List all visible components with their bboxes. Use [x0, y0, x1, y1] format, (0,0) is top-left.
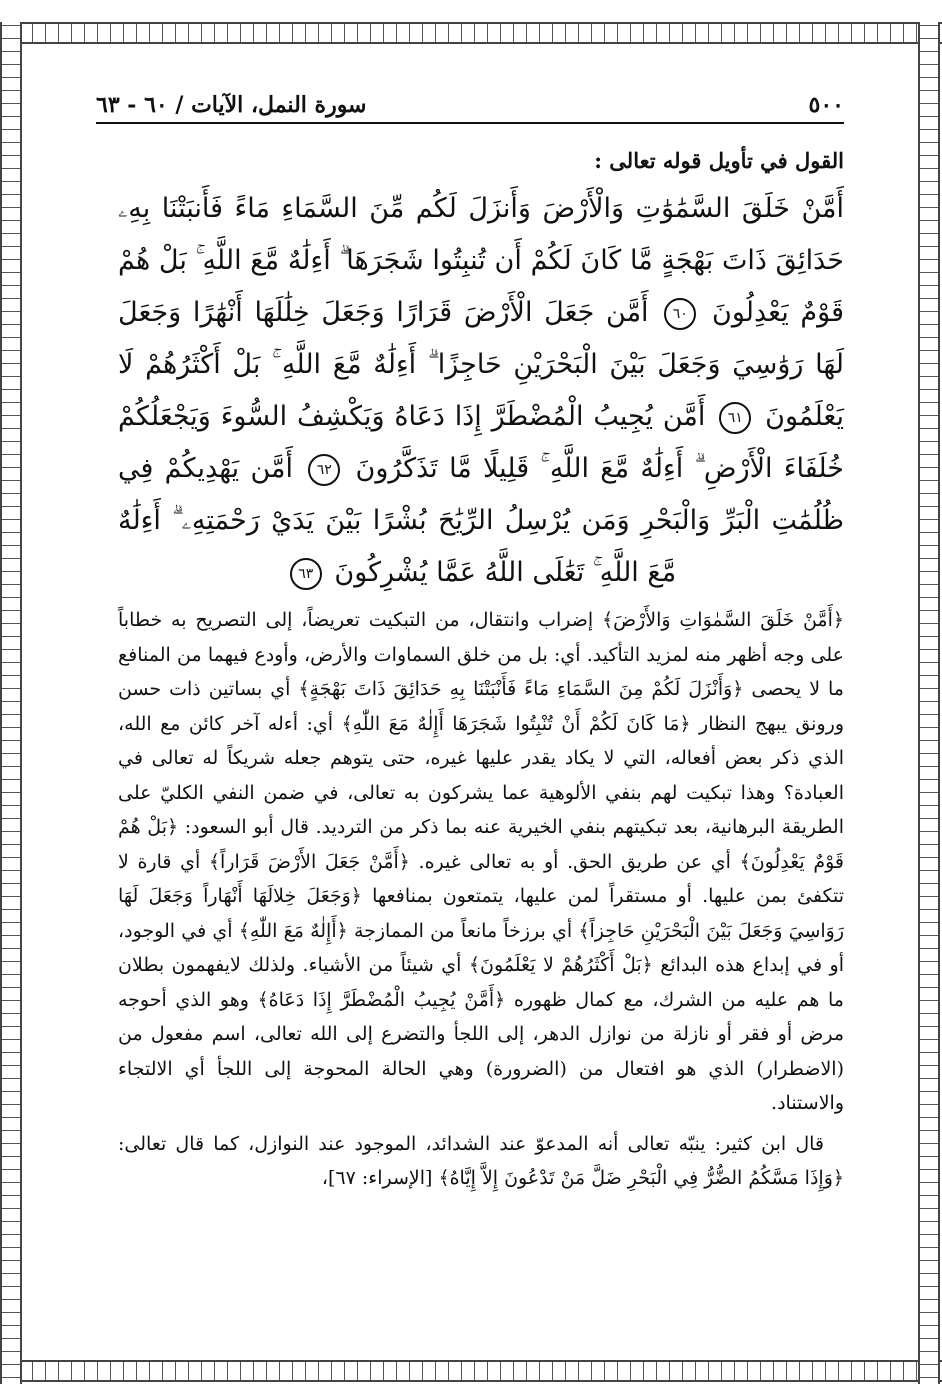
ornamental-border-left	[0, 22, 22, 1384]
ornamental-border-bottom	[0, 1360, 942, 1382]
ayah-63-text: أَمَّن يَهْدِيكُمْ فِي ظُلُمَٰتِ الْبَرِّ وَالْبَحْرِ وَمَن يُرْسِلُ الرِّيَٰحَ بُشْرًا بَيْنَ يَدَيْ رَحْمَتِهِۦ ۗ أَءِلَٰهٌ مَّعَ اللَّهِ ۚ تَعَٰلَى اللَّهُ عَمَّا يُشْرِكُونَ	[118, 453, 844, 588]
ornamental-border-right	[918, 22, 940, 1384]
ayah-61-number: ٦١	[719, 402, 751, 434]
ornamental-border-top	[0, 22, 942, 44]
section-title: القول في تأويل قوله تعالى :	[594, 148, 844, 173]
page-header	[96, 88, 844, 124]
ayah-60-number: ٦٠	[664, 298, 696, 330]
quran-verses	[118, 183, 844, 599]
commentary-paragraph-1: ﴿أَمَّنْ خَلَقَ السَّمٰوَاتِ وَالأَرْضَ﴾ إضراب وانتقال، من التبكيت تعريضاً، إلى التصريح به خطاباً على وجه أظهر منه لمزيد التأكيد. أي: بل من خلق السماوات والأرض، وأودع فيهما من المنافع ما لا يحصى ﴿وَأَنْزَلَ لَكُمْ مِنَ السَّمَاءِ مَاءً فَأَنْبَتْنَا بِهِ حَدَائِقَ ذَاتَ بَهْجَةٍ﴾ أي بساتين ذات حسن ورونق يبهج النظار ﴿مَا كَانَ لَكُمْ أَنْ تُنْبِتُوا شَجَرَهَا أَإِلٰهٌ مَعَ اللّٰهِ﴾ أي: أءله آخر كائن مع الله، الذي ذكر بعض أفعاله، التي لا يكاد يقدر عليها غيره، حتى يتوهم جعله شريكاً له تعالى في العبادة؟ وهذا تبكيت لهم بنفي الألوهية عما يشركون به تعالى، في ضمن النفي الكليّ على الطريقة البرهانية، بعد تبكيتهم بنفي الخيرية عنه بما ذكر من الترديد. قال أبو السعود: ﴿بَلْ هُمْ قَوْمٌ يَعْدِلُونَ﴾ أي عن طريق الحق. أو به تعالى غيره. ﴿أَمَّنْ جَعَلَ الأَرْضَ قَرَاراً﴾ أي قارة لا تتكفئ بمن عليها. أو مستقراً لمن عليها، يتمتعون بمنافعها ﴿وَجَعَلَ خِلالَهَا أَنْهَاراً وَجَعَلَ لَهَا رَوَاسِيَ وَجَعَلَ بَيْنَ الْبَحْرَيْنِ حَاجِزاً﴾ أي برزخاً مانعاً من الممازجة ﴿أَإِلٰهٌ مَعَ اللّٰهِ﴾ أي في الوجود، أو في إبداع هذه البدائع ﴿بَلْ أَكْثَرُهُمْ لا يَعْلَمُونَ﴾ أي شيئاً من الأشياء. ولذلك لايفهمون بطلان ما هم عليه من الشرك، مع كمال ظهوره ﴿أَمَّنْ يُجِيبُ الْمُضْطَرَّ إِذَا دَعَاهُ﴾ وهو الذي أحوجه مرض أو فقر أو نازلة من نوازل الدهر، إلى اللجأ والتضرع إلى الله تعالى، اسم مفعول من (الاضطرار) الذي هو افتعال من (الضرورة) وهي الحالة المحوجة إلى اللجأ أي الالتجاء والاستناد.	[118, 609, 844, 1114]
commentary-paragraph-2: قال ابن كثير: ينبّه تعالى أنه المدعوّ عند الشدائد، الموجود عند النوازل، كما قال تعالى: ﴿وَإِذَا مَسَّكُمُ الضُّرُّ فِي الْبَحْرِ ضَلَّ مَنْ تَدْعُونَ إِلاَّ إِيَّاهُ﴾ [الإسراء: ٦٧]،	[118, 1132, 844, 1189]
running-title: سورة النمل، الآيات / ٦٠ - ٦٣	[96, 92, 367, 118]
ayah-62-number: ٦٢	[308, 454, 340, 486]
ayah-61-text: أَمَّن جَعَلَ الْأَرْضَ قَرَارًا وَجَعَلَ خِلَٰلَهَا أَنْهَٰرًا وَجَعَلَ لَهَا رَوَٰسِيَ وَجَعَلَ بَيْنَ الْبَحْرَيْنِ حَاجِزًا ۗ أَءِلَٰهٌ مَّعَ اللَّهِ ۚ بَلْ أَكْثَرُهُمْ لَا يَعْلَمُونَ	[118, 297, 844, 432]
page-number: ٥٠٠	[808, 92, 844, 118]
ayah-60-text: أَمَّنْ خَلَقَ السَّمَٰوَٰتِ وَالْأَرْضَ وَأَنزَلَ لَكُم مِّنَ السَّمَاءِ مَاءً فَأَنبَتْنَا بِهِۦ حَدَائِقَ ذَاتَ بَهْجَةٍ مَّا كَانَ لَكُمْ أَن تُنبِتُوا شَجَرَهَا ۗ أَءِلَٰهٌ مَّعَ اللَّهِ ۚ بَلْ هُمْ قَوْمٌ يَعْدِلُونَ	[118, 193, 844, 328]
ayah-62-text: أَمَّن يُجِيبُ الْمُضْطَرَّ إِذَا دَعَاهُ وَيَكْشِفُ السُّوءَ وَيَجْعَلُكُمْ خُلَفَاءَ الْأَرْضِ ۗ أَءِلَٰهٌ مَّعَ اللَّهِ ۚ قَلِيلًا مَّا تَذَكَّرُونَ	[118, 401, 844, 484]
page-content	[118, 148, 844, 1196]
ayah-63-number: ٦٣	[290, 558, 322, 590]
